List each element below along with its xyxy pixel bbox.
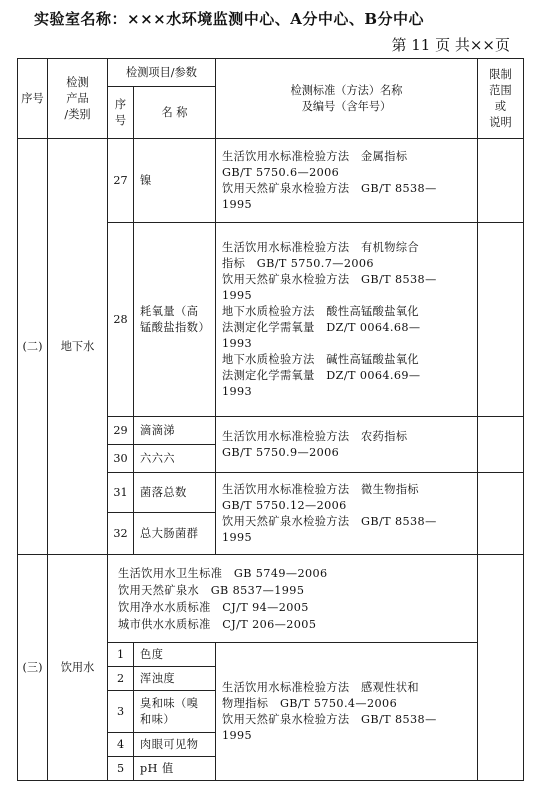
table-row: [18, 139, 524, 223]
standard-line: 生活饮用水标准检验方法 感观性状和: [222, 680, 419, 694]
item-no: 2: [108, 667, 134, 691]
standard-line: 生活饮用水标准检验方法 有机物综合: [222, 240, 419, 254]
standard-line: 法测定化学需氧量 DZ/T 0064.69—: [222, 368, 421, 382]
standard-line: 地下水质检验方法 碱性高锰酸盐氧化: [222, 352, 419, 366]
section-category: 饮用水: [48, 555, 108, 781]
standard-cell: [216, 223, 478, 417]
item-no: 32: [108, 513, 134, 555]
standard-line: 1995: [222, 728, 253, 742]
standard-line: 生活饮用水标准检验方法 金属指标: [222, 149, 408, 163]
general-standard-line: 生活饮用水卫生标准 GB 5749—2006: [118, 566, 328, 580]
general-standard-line: 饮用净水水质标准 CJ/T 94—2005: [118, 600, 309, 614]
item-name: 六六六: [134, 445, 216, 473]
standard-cell: [216, 643, 478, 781]
col-item-no-header: [108, 87, 134, 139]
standard-cell: [216, 473, 478, 555]
category-header-line: /类别: [64, 107, 91, 121]
item-name: 浑浊度: [134, 667, 216, 691]
standard-line: 饮用天然矿泉水检验方法 GB/T 8538—: [222, 514, 437, 528]
standard-line: GB/T 5750.12—2006: [222, 498, 347, 512]
item-no: 4: [108, 733, 134, 757]
standard-header-line: 及编号（含年号）: [301, 99, 392, 113]
col-seq-header: 序号: [18, 59, 48, 139]
item-no: 28: [108, 223, 134, 417]
table-row: [18, 555, 524, 643]
item-no: 1: [108, 643, 134, 667]
item-no: 31: [108, 473, 134, 513]
page-number: 第 11 页 共××页: [391, 36, 510, 54]
item-name: 耗氧量（高锰酸盐指数）: [134, 223, 216, 417]
standard-line: 指标 GB/T 5750.7—2006: [222, 256, 374, 270]
item-no: 5: [108, 757, 134, 781]
section-seq: (三): [18, 555, 48, 781]
standard-line: 生活饮用水标准检验方法 农药指标: [222, 429, 408, 443]
header-row: [18, 59, 524, 87]
limit-header-line: 限制: [489, 67, 512, 81]
limit-header-line: 范围: [489, 83, 512, 97]
standard-header-line: 检测标准（方法）名称: [290, 83, 403, 97]
item-name: 镍: [134, 139, 216, 223]
standard-line: GB/T 5750.6—2006: [222, 165, 340, 179]
standard-line: 法测定化学需氧量 DZ/T 0064.68—: [222, 320, 421, 334]
item-name: 臭和味（嗅和味）: [134, 691, 216, 733]
item-name: 总大肠菌群: [134, 513, 216, 555]
limit-header-line: 或: [494, 99, 507, 113]
limit-header-line: 说明: [489, 115, 512, 129]
item-no: 29: [108, 417, 134, 445]
category-header-line: 产品: [66, 91, 89, 105]
item-name: 色度: [134, 643, 216, 667]
section-category: 地下水: [48, 139, 108, 555]
item-name: 菌落总数: [134, 473, 216, 513]
limit-cell: [478, 473, 524, 555]
standard-line: 饮用天然矿泉水检验方法 GB/T 8538—: [222, 181, 437, 195]
item-no-header-line: 号: [114, 113, 127, 127]
standard-line: 1995: [222, 530, 253, 544]
category-header-line: 检测: [66, 75, 89, 89]
general-standard-line: 饮用天然矿泉水 GB 8537—1995: [118, 583, 305, 597]
limit-cell: [478, 417, 524, 473]
item-no-header-line: 序: [114, 97, 127, 111]
col-item-name-header: 名 称: [134, 87, 216, 139]
standard-line: 1995: [222, 197, 253, 211]
item-name: pH 值: [134, 757, 216, 781]
standard-line: 1993: [222, 384, 253, 398]
col-standard-header: [216, 59, 478, 139]
standard-cell: [216, 139, 478, 223]
item-no: 27: [108, 139, 134, 223]
item-no: 30: [108, 445, 134, 473]
section-seq: (二): [18, 139, 48, 555]
col-category-header: [48, 59, 108, 139]
standard-line: 物理指标 GB/T 5750.4—2006: [222, 696, 398, 710]
general-standard-line: 城市供水水质标准 CJ/T 206—2005: [118, 617, 317, 631]
standard-line: 饮用天然矿泉水检验方法 GB/T 8538—: [222, 712, 437, 726]
item-name: 肉眼可见物: [134, 733, 216, 757]
standard-line: 1995: [222, 288, 253, 302]
capability-table: [17, 58, 524, 781]
col-limit-header: [478, 59, 524, 139]
standard-line: 1993: [222, 336, 253, 350]
standard-line: 地下水质检验方法 酸性高锰酸盐氧化: [222, 304, 419, 318]
standard-line: 饮用天然矿泉水检验方法 GB/T 8538—: [222, 272, 437, 286]
item-no: 3: [108, 691, 134, 733]
lab-title: 实验室名称：×××水环境监测中心、A分中心、B分中心: [34, 10, 425, 28]
col-item-header: 检测项目/参数: [108, 59, 216, 87]
limit-cell: [478, 555, 524, 781]
limit-cell: [478, 139, 524, 223]
limit-cell: [478, 223, 524, 417]
general-standards-cell: [108, 555, 478, 643]
standard-line: GB/T 5750.9—2006: [222, 445, 340, 459]
item-name: 滴滴涕: [134, 417, 216, 445]
standard-line: 生活饮用水标准检验方法 微生物指标: [222, 482, 419, 496]
standard-cell: [216, 417, 478, 473]
